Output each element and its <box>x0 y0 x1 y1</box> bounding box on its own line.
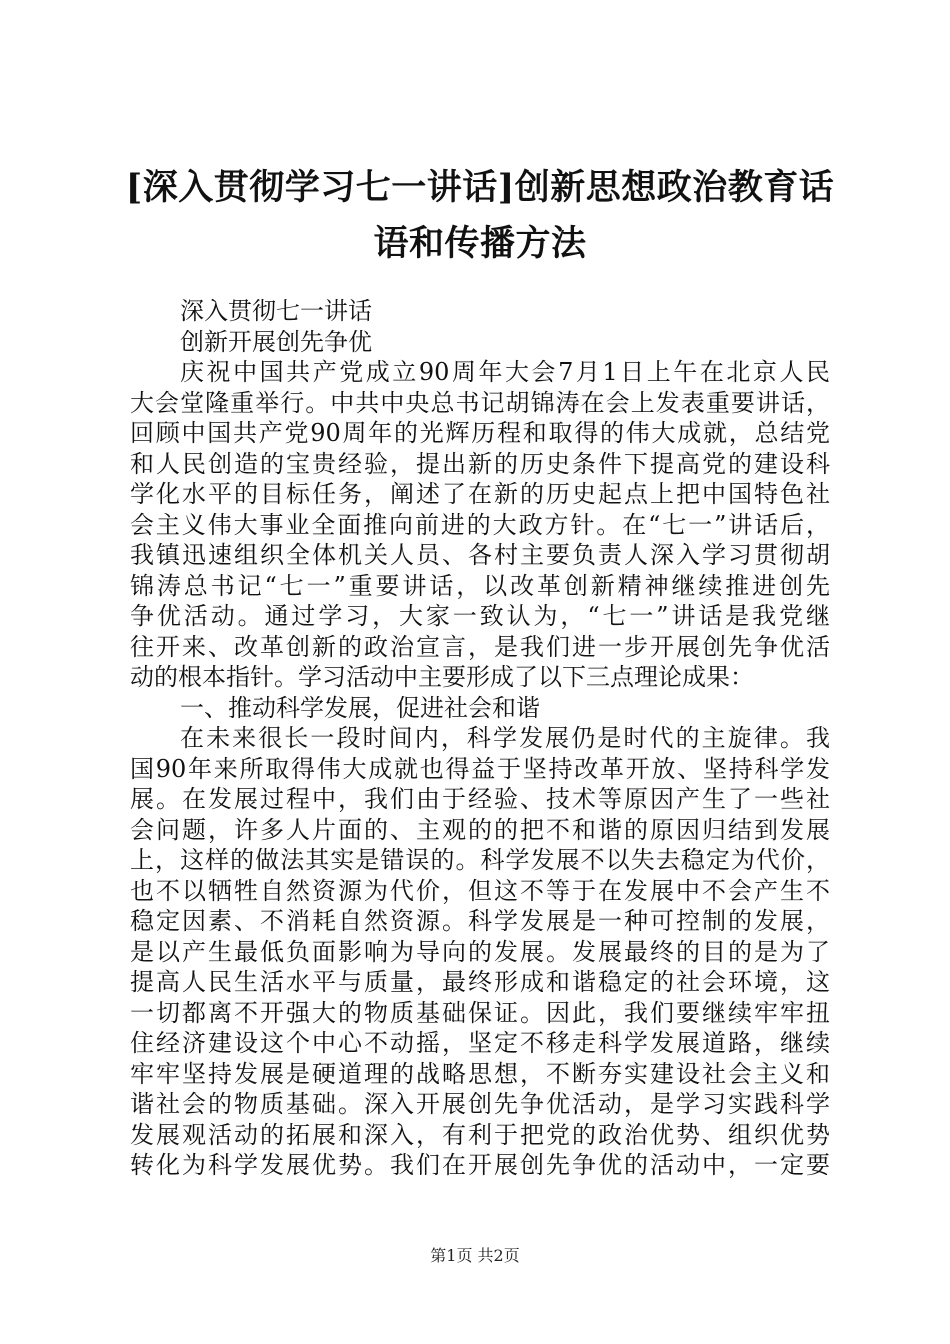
subheading-2: 创新开展创先争优 <box>180 327 372 356</box>
text-line: 展。在发展过程中，我们由于经验、技术等原因产生了一些社 <box>130 785 830 813</box>
paragraph-1 <box>130 357 830 693</box>
text-line: 上，这样的做法其实是错误的。科学发展不以失去稳定为代价， <box>130 846 830 874</box>
text-line: 动的根本指针。学习活动中主要形成了以下三点理论成果： <box>130 663 754 691</box>
text-line: 往开来、改革创新的政治宣言，是我们进一步开展创先争优活 <box>130 632 830 661</box>
paragraph-2 <box>130 723 830 1181</box>
subheading-1: 深入贯彻七一讲话 <box>180 297 372 325</box>
text-line: 锦涛总书记“七一”重要讲话，以改革创新精神继续推进创先 <box>130 571 830 600</box>
title-line-2: 语和传播方法 <box>373 223 587 264</box>
text-line: 也不以牺牲自然资源为代价，但这不等于在发展中不会产生不 <box>130 876 830 905</box>
text-line: 国90年来所取得伟大成就也得益于坚持改革开放、坚持科学发 <box>130 754 830 783</box>
text-line: 学化水平的目标任务，阐述了在新的历史起点上把中国特色社 <box>130 480 830 508</box>
text-line: 是以产生最低负面影响为导向的发展。发展最终的目的是为了 <box>130 937 830 966</box>
text-line: 住经济建设这个中心不动摇，坚定不移走科学发展道路，继续 <box>130 1029 830 1057</box>
title-line-1: [深入贯彻学习七一讲话]创新思想政治教育话 <box>125 167 835 208</box>
text-line: 发展观活动的拓展和深入，有利于把党的政治优势、组织优势 <box>130 1120 830 1149</box>
text-line: 大会堂隆重举行。中共中央总书记胡锦涛在会上发表重要讲话， <box>130 388 830 417</box>
text-line: 稳定因素、不消耗自然资源。科学发展是一种可控制的发展， <box>130 907 830 935</box>
text-line: 回顾中国共产党90周年的光辉历程和取得的伟大成就，总结党 <box>130 419 830 447</box>
text-line: 会主义伟大事业全面推向前进的大政方针。在“七一”讲话后， <box>130 510 830 539</box>
text-line: 庆祝中国共产党成立90周年大会7月1日上午在北京人民 <box>180 358 830 386</box>
text-line: 会问题，许多人片面的、主观的的把不和谐的原因归结到发展 <box>130 815 830 844</box>
document-body <box>130 296 830 1181</box>
text-line: 一切都离不开强大的物质基础保证。因此，我们要继续牢牢扭 <box>130 998 830 1027</box>
document-title <box>120 160 840 272</box>
text-line: 牢牢坚持发展是硬道理的战略思想，不断夯实建设社会主义和 <box>130 1059 830 1088</box>
text-line: 转化为科学发展优势。我们在开展创先争优的活动中，一定要 <box>130 1151 830 1179</box>
page-number-footer: 第1页 共2页 <box>430 1246 520 1265</box>
text-line: 谐社会的物质基础。深入开展创先争优活动，是学习实践科学 <box>130 1090 830 1118</box>
text-line: 和人民创造的宝贵经验，提出新的历史条件下提高党的建设科 <box>130 449 830 478</box>
text-line: 提高人民生活水平与质量，最终形成和谐稳定的社会环境，这 <box>130 968 830 996</box>
text-line: 争优活动。通过学习，大家一致认为，“七一”讲话是我党继 <box>130 602 830 630</box>
text-line: 我镇迅速组织全体机关人员、各村主要负责人深入学习贯彻胡 <box>130 541 830 569</box>
section-1-heading: 一、推动科学发展，促进社会和谐 <box>180 693 540 722</box>
text-line: 在未来很长一段时间内，科学发展仍是时代的主旋律。我 <box>180 724 830 752</box>
